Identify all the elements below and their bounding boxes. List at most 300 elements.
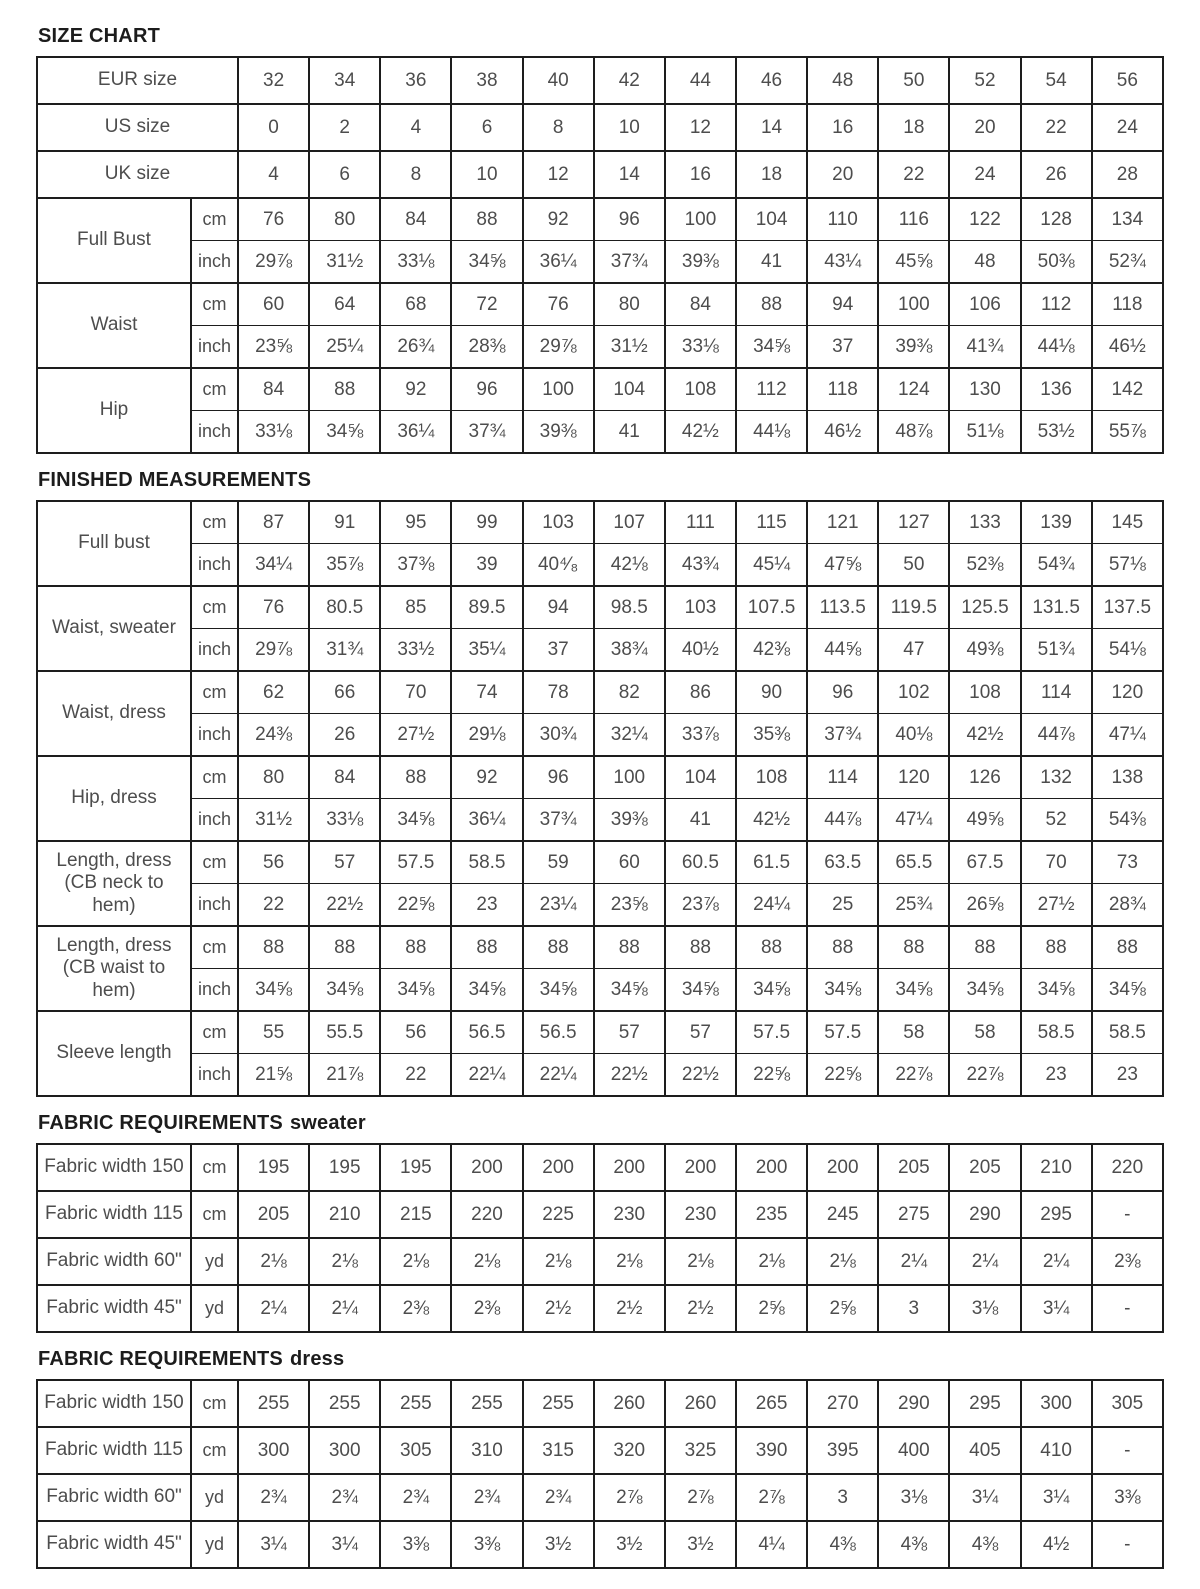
value-cell: 35⅜: [736, 714, 807, 757]
value-cell: 42½: [949, 714, 1020, 757]
value-cell: 34⅝: [878, 969, 949, 1012]
value-cell: 43¼: [807, 241, 878, 284]
size-value-cell: 6: [309, 151, 380, 198]
unit-cell: inch: [191, 544, 238, 587]
value-cell: 39: [451, 544, 522, 587]
value-cell: 34¼: [238, 544, 309, 587]
size-value-cell: 48: [807, 57, 878, 104]
value-cell: 2⅝: [807, 1285, 878, 1332]
value-cell: 142: [1092, 368, 1163, 411]
value-cell: 94: [807, 283, 878, 326]
value-cell: 90: [736, 671, 807, 714]
value-cell: 88: [380, 926, 451, 969]
value-cell: 78: [523, 671, 594, 714]
value-cell: 100: [878, 283, 949, 326]
value-cell: 108: [736, 756, 807, 799]
value-cell: 22½: [309, 884, 380, 927]
value-cell: 145: [1092, 501, 1163, 544]
value-cell: 85: [380, 586, 451, 629]
size-value-cell: 4: [238, 151, 309, 198]
value-cell: 40⁴⁄₈: [523, 544, 594, 587]
value-cell: 64: [309, 283, 380, 326]
size-chart-section: [36, 24, 1164, 454]
unit-cell: inch: [191, 884, 238, 927]
value-cell: 88: [523, 926, 594, 969]
value-cell: 26: [309, 714, 380, 757]
value-cell: 22: [238, 884, 309, 927]
value-cell: 2⅝: [736, 1285, 807, 1332]
value-cell: 88: [807, 926, 878, 969]
section-title: [38, 1111, 1164, 1135]
value-cell: 29⅞: [238, 629, 309, 672]
measurement-row-cm: [37, 586, 1163, 629]
value-cell: 100: [523, 368, 594, 411]
value-cell: 2⅛: [594, 1238, 665, 1285]
value-cell: 89.5: [451, 586, 522, 629]
value-cell: 108: [665, 368, 736, 411]
row-label-cell: Fabric width 150: [37, 1144, 191, 1191]
row-label-cell: Hip: [37, 368, 191, 453]
value-cell: 23: [1021, 1054, 1092, 1097]
value-cell: 3½: [523, 1521, 594, 1568]
value-cell: 24¼: [736, 884, 807, 927]
value-cell: 270: [807, 1380, 878, 1427]
value-cell: 100: [665, 198, 736, 241]
row-label-cell: Waist, sweater: [37, 586, 191, 671]
value-cell: 58.5: [451, 841, 522, 884]
value-cell: 96: [807, 671, 878, 714]
value-cell: 127: [878, 501, 949, 544]
value-cell: 34⅝: [309, 969, 380, 1012]
size-value-cell: 20: [949, 104, 1020, 151]
value-cell: 21⅞: [309, 1054, 380, 1097]
value-cell: 121: [807, 501, 878, 544]
section-title-suffix: sweater: [289, 1112, 366, 1134]
unit-cell: cm: [191, 1144, 238, 1191]
value-cell: 112: [736, 368, 807, 411]
value-cell: 96: [451, 368, 522, 411]
unit-cell: inch: [191, 241, 238, 284]
fabric-requirements-sweater-table: [36, 1143, 1164, 1333]
row-label-cell: Fabric width 115: [37, 1191, 191, 1238]
value-cell: 21⅝: [238, 1054, 309, 1097]
value-cell: 34⅝: [594, 969, 665, 1012]
fabric-row: [37, 1380, 1163, 1427]
value-cell: 88: [380, 756, 451, 799]
unit-cell: yd: [191, 1474, 238, 1521]
value-cell: 255: [451, 1380, 522, 1427]
value-cell: 48: [949, 241, 1020, 284]
value-cell: 25: [807, 884, 878, 927]
fabric-row: [37, 1521, 1163, 1568]
value-cell: 22: [380, 1054, 451, 1097]
value-cell: 44⅞: [807, 799, 878, 842]
value-cell: 3¼: [309, 1521, 380, 1568]
unit-cell: cm: [191, 1011, 238, 1054]
value-cell: 34⅝: [807, 969, 878, 1012]
size-value-cell: 36: [380, 57, 451, 104]
value-cell: 102: [878, 671, 949, 714]
unit-cell: inch: [191, 799, 238, 842]
value-cell: 107.5: [736, 586, 807, 629]
value-cell: 37¾: [807, 714, 878, 757]
value-cell: 56.5: [523, 1011, 594, 1054]
unit-cell: inch: [191, 714, 238, 757]
value-cell: 30¾: [523, 714, 594, 757]
row-label-cell: Hip, dress: [37, 756, 191, 841]
value-cell: 2¾: [451, 1474, 522, 1521]
size-value-cell: 0: [238, 104, 309, 151]
value-cell: 31½: [238, 799, 309, 842]
value-cell: 138: [1092, 756, 1163, 799]
value-cell: 410: [1021, 1427, 1092, 1474]
value-cell: 255: [238, 1380, 309, 1427]
value-cell: 103: [665, 586, 736, 629]
value-cell: 22⅝: [807, 1054, 878, 1097]
value-cell: 2⅞: [594, 1474, 665, 1521]
unit-cell: cm: [191, 283, 238, 326]
value-cell: 295: [1021, 1191, 1092, 1238]
section-title-text: FABRIC REQUIREMENTS: [38, 1348, 283, 1370]
value-cell: 37¾: [451, 411, 522, 454]
unit-cell: inch: [191, 1054, 238, 1097]
measurement-row-inch: [37, 411, 1163, 454]
value-cell: 42½: [736, 799, 807, 842]
value-cell: 47: [878, 629, 949, 672]
value-cell: 40½: [665, 629, 736, 672]
value-cell: 2⅞: [736, 1474, 807, 1521]
value-cell: 325: [665, 1427, 736, 1474]
size-value-cell: 50: [878, 57, 949, 104]
measurement-row-cm: [37, 368, 1163, 411]
value-cell: 33⅞: [665, 714, 736, 757]
value-cell: 39⅜: [665, 241, 736, 284]
value-cell: 265: [736, 1380, 807, 1427]
value-cell: 23¼: [523, 884, 594, 927]
unit-cell: cm: [191, 1427, 238, 1474]
unit-cell: cm: [191, 671, 238, 714]
value-cell: 4⅜: [878, 1521, 949, 1568]
value-cell: 76: [238, 198, 309, 241]
value-cell: 36¼: [451, 799, 522, 842]
value-cell: 59: [523, 841, 594, 884]
value-cell: 205: [238, 1191, 309, 1238]
row-label-cell: Length, dress (CB waist to hem): [37, 926, 191, 1011]
value-cell: 84: [380, 198, 451, 241]
measurement-row-inch: [37, 241, 1163, 284]
value-cell: 3¼: [1021, 1285, 1092, 1332]
value-cell: 200: [523, 1144, 594, 1191]
value-cell: 58.5: [1021, 1011, 1092, 1054]
value-cell: 57.5: [380, 841, 451, 884]
value-cell: 107: [594, 501, 665, 544]
size-value-cell: 14: [736, 104, 807, 151]
value-cell: 34⅝: [1092, 969, 1163, 1012]
value-cell: 96: [523, 756, 594, 799]
section-title-text: FINISHED MEASUREMENTS: [38, 469, 312, 491]
value-cell: 200: [665, 1144, 736, 1191]
value-cell: 29⅞: [238, 241, 309, 284]
value-cell: 84: [309, 756, 380, 799]
value-cell: 88: [238, 926, 309, 969]
measurement-row-cm: [37, 283, 1163, 326]
finished-measurements-section: [36, 468, 1164, 1097]
value-cell: -: [1092, 1521, 1163, 1568]
value-cell: 99: [451, 501, 522, 544]
value-cell: 36¼: [380, 411, 451, 454]
measurement-row-cm: [37, 671, 1163, 714]
value-cell: 2⅛: [523, 1238, 594, 1285]
value-cell: 68: [380, 283, 451, 326]
unit-cell: inch: [191, 326, 238, 369]
value-cell: 33⅛: [665, 326, 736, 369]
value-cell: 31½: [309, 241, 380, 284]
section-title: [38, 24, 1164, 48]
unit-cell: cm: [191, 1191, 238, 1238]
row-label-cell: Fabric width 45": [37, 1521, 191, 1568]
value-cell: 2⅜: [380, 1285, 451, 1332]
value-cell: 119.5: [878, 586, 949, 629]
value-cell: 51¾: [1021, 629, 1092, 672]
value-cell: 2⅛: [665, 1238, 736, 1285]
value-cell: 34⅝: [380, 969, 451, 1012]
value-cell: 47⅝: [807, 544, 878, 587]
value-cell: 22⅝: [736, 1054, 807, 1097]
value-cell: 111: [665, 501, 736, 544]
value-cell: 34⅝: [736, 969, 807, 1012]
value-cell: 52⅜: [949, 544, 1020, 587]
value-cell: 114: [1021, 671, 1092, 714]
section-title: [38, 1347, 1164, 1371]
value-cell: 31¾: [309, 629, 380, 672]
size-value-cell: 10: [451, 151, 522, 198]
value-cell: 57: [594, 1011, 665, 1054]
size-value-cell: 28: [1092, 151, 1163, 198]
row-label-cell: Fabric width 60": [37, 1474, 191, 1521]
row-label-cell: Fabric width 150: [37, 1380, 191, 1427]
value-cell: 76: [238, 586, 309, 629]
size-chart-table: [36, 56, 1164, 454]
size-value-cell: 4: [380, 104, 451, 151]
value-cell: 74: [451, 671, 522, 714]
value-cell: 49⅝: [949, 799, 1020, 842]
value-cell: 2½: [523, 1285, 594, 1332]
value-cell: 29⅛: [451, 714, 522, 757]
value-cell: 53½: [1021, 411, 1092, 454]
value-cell: 26¾: [380, 326, 451, 369]
value-cell: 295: [949, 1380, 1020, 1427]
value-cell: 42⅛: [594, 544, 665, 587]
value-cell: 195: [309, 1144, 380, 1191]
value-cell: 106: [949, 283, 1020, 326]
value-cell: 88: [665, 926, 736, 969]
row-label-cell: Full bust: [37, 501, 191, 586]
value-cell: 4⅜: [807, 1521, 878, 1568]
value-cell: 2⅛: [309, 1238, 380, 1285]
value-cell: 2⅞: [665, 1474, 736, 1521]
value-cell: 2¼: [1021, 1238, 1092, 1285]
value-cell: 43¾: [665, 544, 736, 587]
row-label-cell: UK size: [37, 151, 238, 198]
value-cell: 210: [309, 1191, 380, 1238]
value-cell: 205: [878, 1144, 949, 1191]
fabric-row: [37, 1427, 1163, 1474]
measurement-row-inch: [37, 544, 1163, 587]
value-cell: 34⅝: [451, 969, 522, 1012]
value-cell: 2⅛: [451, 1238, 522, 1285]
value-cell: 39⅜: [523, 411, 594, 454]
value-cell: 2⅜: [451, 1285, 522, 1332]
value-cell: 120: [878, 756, 949, 799]
value-cell: 28⅜: [451, 326, 522, 369]
value-cell: 57: [665, 1011, 736, 1054]
value-cell: 66: [309, 671, 380, 714]
section-title-suffix: dress: [289, 1348, 345, 1370]
value-cell: 22¼: [523, 1054, 594, 1097]
value-cell: 34⅝: [736, 326, 807, 369]
row-label-cell: Length, dress (CB neck to hem): [37, 841, 191, 926]
value-cell: 92: [380, 368, 451, 411]
value-cell: 124: [878, 368, 949, 411]
value-cell: 300: [309, 1427, 380, 1474]
value-cell: 2¼: [878, 1238, 949, 1285]
row-label-cell: Sleeve length: [37, 1011, 191, 1096]
size-value-cell: 16: [807, 104, 878, 151]
size-value-cell: 52: [949, 57, 1020, 104]
value-cell: 118: [1092, 283, 1163, 326]
size-value-cell: 14: [594, 151, 665, 198]
value-cell: 34⅝: [523, 969, 594, 1012]
size-header-row: [37, 151, 1163, 198]
value-cell: 49⅜: [949, 629, 1020, 672]
value-cell: 3½: [594, 1521, 665, 1568]
size-value-cell: 20: [807, 151, 878, 198]
value-cell: 88: [878, 926, 949, 969]
value-cell: 275: [878, 1191, 949, 1238]
unit-cell: yd: [191, 1521, 238, 1568]
value-cell: 96: [594, 198, 665, 241]
value-cell: 4½: [1021, 1521, 1092, 1568]
value-cell: 46½: [1092, 326, 1163, 369]
value-cell: 84: [238, 368, 309, 411]
unit-cell: inch: [191, 411, 238, 454]
size-value-cell: 42: [594, 57, 665, 104]
value-cell: 51⅛: [949, 411, 1020, 454]
value-cell: 200: [451, 1144, 522, 1191]
value-cell: 128: [1021, 198, 1092, 241]
measurement-row-cm: [37, 841, 1163, 884]
unit-cell: cm: [191, 841, 238, 884]
size-value-cell: 12: [523, 151, 594, 198]
value-cell: 230: [594, 1191, 665, 1238]
value-cell: 47¼: [1092, 714, 1163, 757]
value-cell: 34⅝: [380, 799, 451, 842]
value-cell: 37: [523, 629, 594, 672]
value-cell: 58: [949, 1011, 1020, 1054]
value-cell: 320: [594, 1427, 665, 1474]
size-value-cell: 24: [949, 151, 1020, 198]
value-cell: 230: [665, 1191, 736, 1238]
size-value-cell: 16: [665, 151, 736, 198]
value-cell: 80.5: [309, 586, 380, 629]
value-cell: 23: [1092, 1054, 1163, 1097]
value-cell: 41¾: [949, 326, 1020, 369]
row-label-cell: Waist: [37, 283, 191, 368]
value-cell: 3½: [665, 1521, 736, 1568]
value-cell: 27½: [380, 714, 451, 757]
size-value-cell: 40: [523, 57, 594, 104]
value-cell: 38¾: [594, 629, 665, 672]
value-cell: 48⅞: [878, 411, 949, 454]
row-label-cell: Fabric width 45": [37, 1285, 191, 1332]
fabric-row: [37, 1191, 1163, 1238]
size-value-cell: 54: [1021, 57, 1092, 104]
value-cell: 130: [949, 368, 1020, 411]
value-cell: 88: [736, 283, 807, 326]
value-cell: 315: [523, 1427, 594, 1474]
unit-cell: yd: [191, 1285, 238, 1332]
value-cell: -: [1092, 1285, 1163, 1332]
measurement-row-cm: [37, 198, 1163, 241]
value-cell: 2¾: [380, 1474, 451, 1521]
value-cell: 50: [878, 544, 949, 587]
value-cell: 200: [736, 1144, 807, 1191]
value-cell: 31½: [594, 326, 665, 369]
size-value-cell: 8: [523, 104, 594, 151]
value-cell: 139: [1021, 501, 1092, 544]
value-cell: 305: [1092, 1380, 1163, 1427]
measurement-row-inch: [37, 1054, 1163, 1097]
row-label-cell: Fabric width 60": [37, 1238, 191, 1285]
value-cell: 104: [665, 756, 736, 799]
value-cell: 132: [1021, 756, 1092, 799]
value-cell: 2¼: [949, 1238, 1020, 1285]
unit-cell: cm: [191, 368, 238, 411]
value-cell: 25¾: [878, 884, 949, 927]
value-cell: 3: [878, 1285, 949, 1332]
section-title: [38, 468, 1164, 492]
value-cell: 3¼: [1021, 1474, 1092, 1521]
value-cell: 34⅝: [1021, 969, 1092, 1012]
size-value-cell: 22: [878, 151, 949, 198]
value-cell: 76: [523, 283, 594, 326]
value-cell: 34⅝: [949, 969, 1020, 1012]
value-cell: 62: [238, 671, 309, 714]
value-cell: 80: [238, 756, 309, 799]
value-cell: 56: [238, 841, 309, 884]
value-cell: 2⅛: [238, 1238, 309, 1285]
unit-cell: cm: [191, 198, 238, 241]
value-cell: 70: [380, 671, 451, 714]
value-cell: 39⅜: [878, 326, 949, 369]
value-cell: 2¼: [238, 1285, 309, 1332]
size-value-cell: 38: [451, 57, 522, 104]
value-cell: -: [1092, 1191, 1163, 1238]
value-cell: 46½: [807, 411, 878, 454]
size-value-cell: 10: [594, 104, 665, 151]
value-cell: 104: [736, 198, 807, 241]
unit-cell: cm: [191, 756, 238, 799]
value-cell: 80: [594, 283, 665, 326]
value-cell: 3⅛: [949, 1285, 1020, 1332]
value-cell: 24⅜: [238, 714, 309, 757]
value-cell: 3¼: [238, 1521, 309, 1568]
value-cell: 3⅛: [878, 1474, 949, 1521]
value-cell: 22¼: [451, 1054, 522, 1097]
size-value-cell: 12: [665, 104, 736, 151]
value-cell: 36¼: [523, 241, 594, 284]
value-cell: 108: [949, 671, 1020, 714]
